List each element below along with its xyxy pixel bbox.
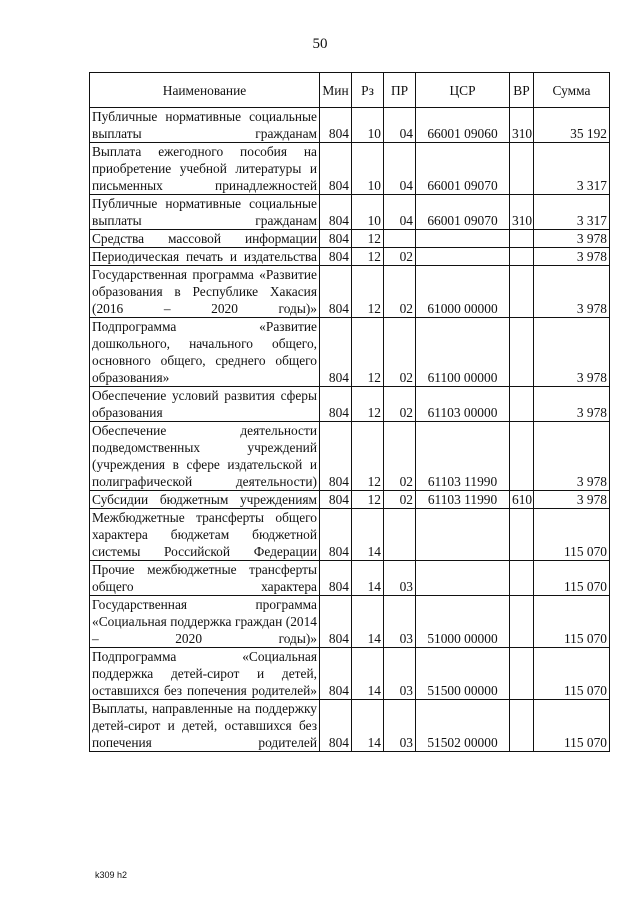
table-row (90, 318, 610, 387)
cell-sum: 3 978 (534, 422, 610, 491)
cell-csr: 61000 00000 (416, 266, 510, 318)
cell-name: Выплаты, направленные на поддержку детей-сирот и детей, оставшихся без попечения родителей (90, 700, 320, 752)
cell-rz: 12 (352, 230, 384, 248)
cell-sum: 115 070 (534, 648, 610, 700)
cell-vr: 310 (510, 108, 534, 143)
cell-csr: 51502 00000 (416, 700, 510, 752)
table-row (90, 230, 610, 248)
cell-pr: 02 (384, 387, 416, 422)
cell-name: Прочие межбюджетные трансферты общего характера (90, 561, 320, 596)
cell-name: Субсидии бюджетным учреждениям (90, 491, 320, 509)
header-csr: ЦСР (416, 73, 510, 108)
cell-rz: 12 (352, 248, 384, 266)
cell-csr: 61103 00000 (416, 387, 510, 422)
cell-sum: 3 978 (534, 318, 610, 387)
cell-pr: 04 (384, 108, 416, 143)
cell-sum: 115 070 (534, 561, 610, 596)
table-row (90, 143, 610, 195)
cell-vr (510, 509, 534, 561)
cell-vr (510, 700, 534, 752)
cell-sum: 115 070 (534, 700, 610, 752)
table-header-row (90, 73, 610, 108)
cell-sum: 3 978 (534, 491, 610, 509)
page-number: 50 (312, 36, 328, 52)
cell-name: Государственная программа «Развитие образования в Республике Хакасия (2016 – 2020 годы)» (90, 266, 320, 318)
cell-vr: 610 (510, 491, 534, 509)
cell-min: 804 (320, 561, 352, 596)
cell-sum: 3 978 (534, 387, 610, 422)
table-row (90, 108, 610, 143)
cell-min: 804 (320, 700, 352, 752)
cell-min: 804 (320, 422, 352, 491)
cell-csr (416, 561, 510, 596)
cell-min: 804 (320, 108, 352, 143)
cell-csr: 61100 00000 (416, 318, 510, 387)
cell-name: Подпрограмма «Развитие дошкольного, начального общего, основного общего, среднего общего образования» (90, 318, 320, 387)
cell-pr: 04 (384, 195, 416, 230)
table-row (90, 248, 610, 266)
cell-min: 804 (320, 387, 352, 422)
cell-csr: 61103 11990 (416, 491, 510, 509)
cell-rz: 10 (352, 195, 384, 230)
cell-pr (384, 230, 416, 248)
cell-sum: 115 070 (534, 509, 610, 561)
table-row (90, 561, 610, 596)
header-pr: ПР (384, 73, 416, 108)
cell-name: Выплата ежегодного пособия на приобретение учебной литературы и письменных принадлежностей (90, 143, 320, 195)
cell-min: 804 (320, 230, 352, 248)
cell-vr (510, 230, 534, 248)
cell-pr (384, 509, 416, 561)
table-row (90, 422, 610, 491)
cell-sum: 35 192 (534, 108, 610, 143)
cell-rz: 12 (352, 318, 384, 387)
cell-vr (510, 596, 534, 648)
cell-sum: 115 070 (534, 596, 610, 648)
cell-min: 804 (320, 648, 352, 700)
cell-csr (416, 230, 510, 248)
cell-name: Средства массовой информации (90, 230, 320, 248)
cell-pr: 02 (384, 318, 416, 387)
budget-table (89, 72, 610, 752)
cell-vr (510, 387, 534, 422)
cell-rz: 12 (352, 491, 384, 509)
table-row (90, 266, 610, 318)
header-vr: ВР (510, 73, 534, 108)
cell-pr: 03 (384, 648, 416, 700)
cell-name: Межбюджетные трансферты общего характера бюджетам бюджетной системы Российской Федерации (90, 509, 320, 561)
cell-pr: 02 (384, 248, 416, 266)
cell-csr: 51000 00000 (416, 596, 510, 648)
cell-min: 804 (320, 143, 352, 195)
cell-rz: 14 (352, 561, 384, 596)
cell-vr (510, 318, 534, 387)
cell-vr (510, 561, 534, 596)
cell-pr: 02 (384, 491, 416, 509)
cell-name: Периодическая печать и издательства (90, 248, 320, 266)
header-sum: Сумма (534, 73, 610, 108)
cell-min: 804 (320, 266, 352, 318)
cell-sum: 3 978 (534, 266, 610, 318)
cell-name: Государственная программа «Социальная поддержка граждан (2014 – 2020 годы)» (90, 596, 320, 648)
cell-csr: 51500 00000 (416, 648, 510, 700)
table-row (90, 596, 610, 648)
table-row (90, 387, 610, 422)
cell-rz: 14 (352, 596, 384, 648)
cell-vr (510, 422, 534, 491)
cell-rz: 12 (352, 422, 384, 491)
cell-csr: 66001 09060 (416, 108, 510, 143)
cell-vr (510, 143, 534, 195)
cell-rz: 14 (352, 700, 384, 752)
cell-csr: 66001 09070 (416, 143, 510, 195)
cell-rz: 14 (352, 509, 384, 561)
cell-sum: 3 317 (534, 195, 610, 230)
cell-pr: 04 (384, 143, 416, 195)
cell-csr (416, 509, 510, 561)
cell-min: 804 (320, 318, 352, 387)
cell-sum: 3 978 (534, 230, 610, 248)
header-name: Наименование (90, 73, 320, 108)
cell-min: 804 (320, 248, 352, 266)
table-row (90, 195, 610, 230)
cell-name: Обеспечение деятельности подведомственных учреждений (учреждения в сфере издательской и полиграфической деятельности) (90, 422, 320, 491)
table-row (90, 491, 610, 509)
table-row (90, 648, 610, 700)
cell-vr (510, 648, 534, 700)
cell-min: 804 (320, 596, 352, 648)
cell-rz: 10 (352, 108, 384, 143)
footer-code: k309 h2 (95, 870, 128, 880)
cell-min: 804 (320, 491, 352, 509)
cell-vr: 310 (510, 195, 534, 230)
table-row (90, 509, 610, 561)
cell-min: 804 (320, 195, 352, 230)
cell-rz: 14 (352, 648, 384, 700)
cell-pr: 02 (384, 422, 416, 491)
cell-sum: 3 978 (534, 248, 610, 266)
cell-name: Публичные нормативные социальные выплаты гражданам (90, 195, 320, 230)
header-min: Мин (320, 73, 352, 108)
cell-vr (510, 266, 534, 318)
cell-pr: 03 (384, 561, 416, 596)
cell-min: 804 (320, 509, 352, 561)
table-row (90, 700, 610, 752)
cell-csr: 66001 09070 (416, 195, 510, 230)
cell-csr (416, 248, 510, 266)
cell-rz: 12 (352, 387, 384, 422)
cell-name: Публичные нормативные социальные выплаты гражданам (90, 108, 320, 143)
cell-pr: 02 (384, 266, 416, 318)
cell-sum: 3 317 (534, 143, 610, 195)
cell-pr: 03 (384, 700, 416, 752)
cell-pr: 03 (384, 596, 416, 648)
cell-rz: 10 (352, 143, 384, 195)
cell-rz: 12 (352, 266, 384, 318)
header-rz: Рз (352, 73, 384, 108)
cell-vr (510, 248, 534, 266)
cell-name: Подпрограмма «Социальная поддержка детей-сирот и детей, оставшихся без попечения родителей» (90, 648, 320, 700)
table-body (90, 108, 610, 752)
cell-csr: 61103 11990 (416, 422, 510, 491)
cell-name: Обеспечение условий развития сферы образования (90, 387, 320, 422)
